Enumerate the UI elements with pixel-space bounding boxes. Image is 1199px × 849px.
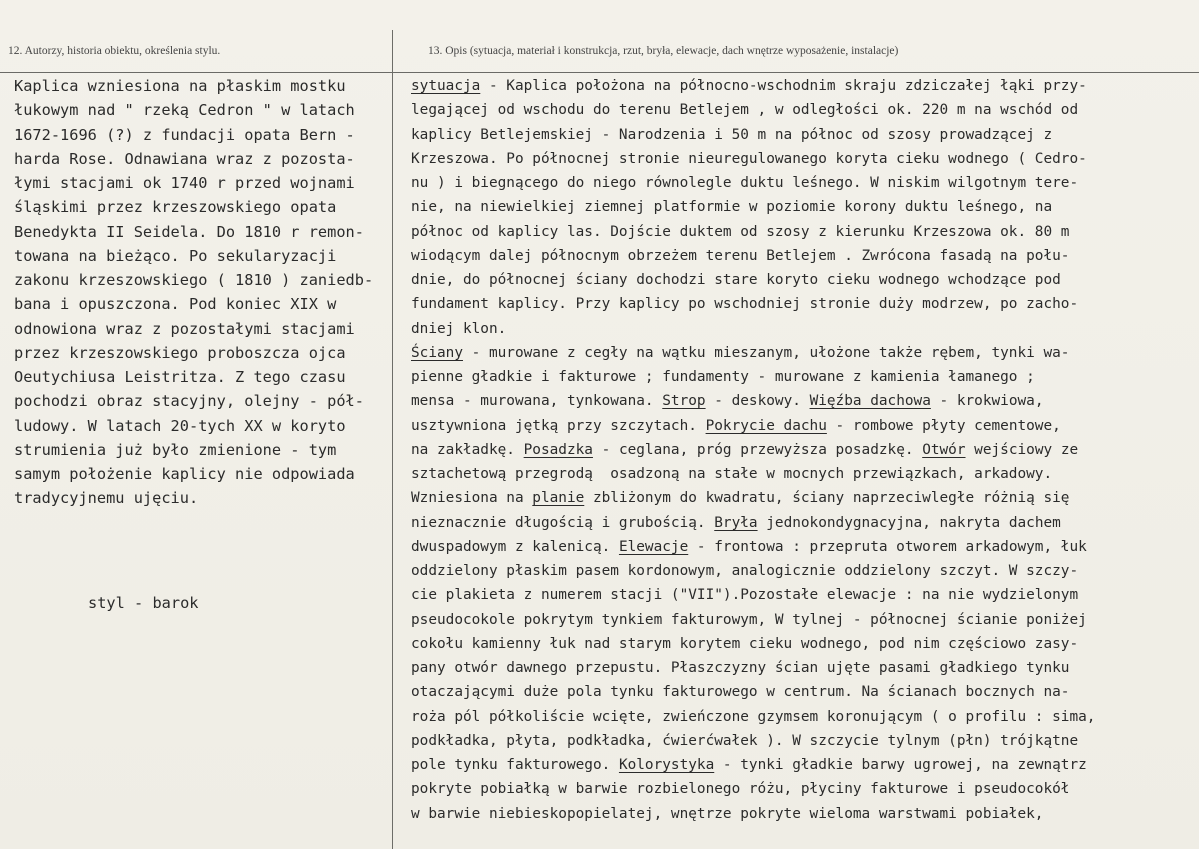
description-segment: - rombowe płyty cementowe, xyxy=(826,417,1061,434)
history-line: zakonu krzeszowskiego ( 1810 ) zaniedb- xyxy=(14,271,374,289)
description-segment: pany otwór dawnego przepustu. Płaszczyzny ścian ujęte pasami gładkiego tynku xyxy=(411,660,1070,676)
description-line xyxy=(411,74,1199,98)
description-line xyxy=(411,244,1199,268)
description-line xyxy=(411,559,1199,583)
section-keyword: sytuacja xyxy=(411,78,481,94)
description-line xyxy=(411,147,1199,171)
history-text xyxy=(14,74,389,511)
description-segment: - krokwiowa, xyxy=(930,393,1044,410)
history-line: towana na bieżąco. Po sekularyzacji xyxy=(14,246,337,265)
description-segment: - tynki gładkie barwy ugrowej, na zewnątrz xyxy=(714,757,1087,773)
section-keyword: Posadzka xyxy=(523,441,593,458)
description-line xyxy=(411,729,1199,753)
history-line: przez krzeszowskiego proboszcza ojca xyxy=(14,343,346,362)
description-line xyxy=(411,753,1199,777)
description-segment: wiodącym dalej północnym obrzeżem terenu Betlejem . Zwrócona fasadą na połu- xyxy=(411,247,1070,264)
description-line xyxy=(411,632,1199,656)
description-line xyxy=(411,680,1199,704)
section-13-heading: 13. Opis (sytuacja, materiał i konstrukcja, rzut, bryła, elewacje, dach wnętrze wyposażenie, instalacje) xyxy=(428,45,899,57)
description-segment: pienne gładkie i fakturowe ; fundamenty - murowane z kamienia łamanego ; xyxy=(411,369,1035,385)
description-line xyxy=(411,583,1199,607)
history-line: Oeutychiusa Leistritza. Z tego czasu xyxy=(14,368,346,386)
description-line xyxy=(411,341,1199,365)
description-line xyxy=(411,292,1199,316)
description-segment: w barwie niebieskopopielatej, wnętrze pokryte wieloma warstwami pobiałek, xyxy=(411,805,1044,822)
description-segment: cokołu kamienny łuk nad starym korytem cieku wodnego, pod nim częściowo zasy- xyxy=(411,635,1079,652)
description-line xyxy=(411,389,1199,413)
description-line xyxy=(411,486,1199,510)
description-line xyxy=(411,365,1199,389)
history-line: śląskimi przez krzeszowskiego opata xyxy=(14,198,337,217)
history-line: harda Rose. Odnawiana wraz z pozosta- xyxy=(14,149,355,168)
description-segment: dniej klon. xyxy=(411,320,507,337)
history-line: odnowiona wraz z pozostałymi stacjami xyxy=(14,319,355,338)
description-segment: dnie, do północnej ściany dochodzi stare koryto cieku wodnego wchodzące pod xyxy=(411,272,1061,288)
history-line: samym położenie kaplicy nie odpowiada xyxy=(14,465,355,483)
description-line xyxy=(411,802,1199,826)
description-segment: nie, na niewielkiej ziemnej platformie w poziomie korony duktu leśnego, na xyxy=(411,199,1053,216)
description-line xyxy=(411,438,1199,462)
description-segment: wejściowy ze xyxy=(965,441,1079,458)
description-line xyxy=(411,268,1199,292)
description-segment: sztachetową przegrodą osadzoną na stałe w mocnych przewiązkach, arkadowy. xyxy=(411,466,1053,482)
description-segment: nieznacznie długością i grubością. xyxy=(411,514,715,531)
history-line: Benedykta II Seidela. Do 1810 r remon- xyxy=(14,222,364,241)
section-keyword: Otwór xyxy=(922,441,966,458)
description-segment: cie plakieta z numerem stacji ("VII").Pozostałe elewacje : na nie wydzielonym xyxy=(411,587,1079,604)
section-keyword: Strop xyxy=(662,393,706,410)
description-segment: na zakładkę. xyxy=(411,441,524,458)
description-line xyxy=(411,195,1199,219)
description-segment: podkładka, płyta, podkładka, ćwierćwałek ). W szczycie tylnym (płn) trójkątne xyxy=(411,732,1079,749)
history-line: Kaplica wzniesiona na płaskim mostku xyxy=(14,77,346,95)
description-line xyxy=(411,123,1199,147)
history-line: łukowym nad " rzeką Cedron " w latach xyxy=(14,101,355,120)
section-12-heading: 12. Autorzy, historia obiektu, określenia stylu. xyxy=(8,45,221,57)
description-line xyxy=(411,462,1199,486)
description-segment: jednokondygnacyjna, nakryta dachem xyxy=(757,514,1061,531)
description-segment: kaplicy Betlejemskiej - Narodzenia i 50 m na północ od szosy prowadzącej z xyxy=(411,126,1053,143)
description-segment: północ od kaplicy las. Dojście duktem od szosy z kierunku Krzeszowa ok. 80 m xyxy=(411,223,1070,240)
description-segment: dwuspadowym z kalenicą. xyxy=(411,538,619,555)
section-keyword: Elewacje xyxy=(618,538,689,555)
description-segment: Wzniesiona na xyxy=(411,490,533,507)
description-segment: - ceglana, próg przewyższa posadzkę. xyxy=(592,441,923,458)
description-line xyxy=(411,777,1199,801)
description-segment: pseudocokole pokrytym tynkiem fakturowym, W tylnej - północnej ścianie poniżej xyxy=(411,611,1087,628)
description-segment: Krzeszowa. Po północnej stronie nieuregulowanego koryta cieku wodnego ( Cedro- xyxy=(411,150,1087,167)
history-line: tradycyjnemu ujęciu. xyxy=(14,489,199,508)
description-segment: otaczającymi duże pola tynku fakturowego w centrum. Na ścianach bocznych na- xyxy=(411,684,1070,701)
description-segment: - frontowa : przepruta otworem arkadowym, łuk xyxy=(688,538,1087,555)
section-keyword: Kolorystyka xyxy=(618,757,715,773)
description-segment: mensa - murowana, tynkowana. xyxy=(411,393,663,410)
description-segment: roża pól półkoliście wcięte, zwieńczone gzymsem koronującym ( o profilu : sima, xyxy=(411,708,1096,725)
section-keyword: Więźba dachowa xyxy=(809,393,931,410)
description-segment: - Kaplica położona na północno-wschodnim skraju zdziczałej łąki przy- xyxy=(480,78,1087,94)
history-line: łymi stacjami ok 1740 r przed wojnami xyxy=(14,174,355,192)
history-line: strumienia już było zmienione - tym xyxy=(14,440,337,459)
description-segment: pole tynku fakturowego. xyxy=(411,757,619,773)
history-line: pochodzi obraz stacyjny, olejny - pół- xyxy=(14,392,364,411)
history-line: 1672-1696 (?) z fundacji opata Bern - xyxy=(14,125,355,144)
description-segment: legającej od wschodu do terenu Betlejem , w odległości ok. 220 m na wschód od xyxy=(411,102,1079,119)
history-line: bana i opuszczona. Pod koniec XIX w xyxy=(14,295,337,314)
history-line: ludowy. W latach 20-tych XX w koryto xyxy=(14,416,346,435)
description-line xyxy=(411,171,1199,195)
description-line xyxy=(411,414,1199,438)
description-line xyxy=(411,656,1199,680)
description-segment: oddzielony płaskim pasem kordonowym, analogicznie oddzielony szczyt. W szczy- xyxy=(411,563,1079,579)
section-keyword: planie xyxy=(532,490,585,507)
description-line xyxy=(411,317,1199,341)
description-segment: fundament kaplicy. Przy kaplicy po wschodniej stronie duży modrzew, po zacho- xyxy=(411,296,1079,313)
form-header xyxy=(0,0,1199,73)
section-keyword: Bryła xyxy=(714,514,758,531)
style-note: styl - barok xyxy=(88,594,199,612)
description-segment: nu ) i biegnącego do niego równolegle duktu leśnego. W niskim wilgotnym tere- xyxy=(411,175,1079,191)
column-divider xyxy=(392,30,393,849)
description-segment: usztywniona jętką przy szczytach. xyxy=(411,417,706,434)
description-segment: - murowane z cegły na wątku mieszanym, ułożone także rębem, tynki wa- xyxy=(462,344,1070,361)
section-keyword: Pokrycie dachu xyxy=(705,417,827,434)
description-segment: zbliżonym do kwadratu, ściany naprzeciwległe różnią się xyxy=(584,490,1070,507)
description-segment: pokryte pobiałką w barwie rozbielonego różu, płyciny fakturowe i pseudocokół xyxy=(411,781,1070,798)
description-line xyxy=(411,535,1199,559)
section-keyword: Ściany xyxy=(411,344,463,361)
description-line xyxy=(411,220,1199,244)
description-line xyxy=(411,705,1199,729)
description-line xyxy=(411,608,1199,632)
description-line xyxy=(411,98,1199,122)
description-line xyxy=(411,511,1199,535)
description-text xyxy=(411,74,1199,826)
description-segment: - deskowy. xyxy=(705,393,810,410)
